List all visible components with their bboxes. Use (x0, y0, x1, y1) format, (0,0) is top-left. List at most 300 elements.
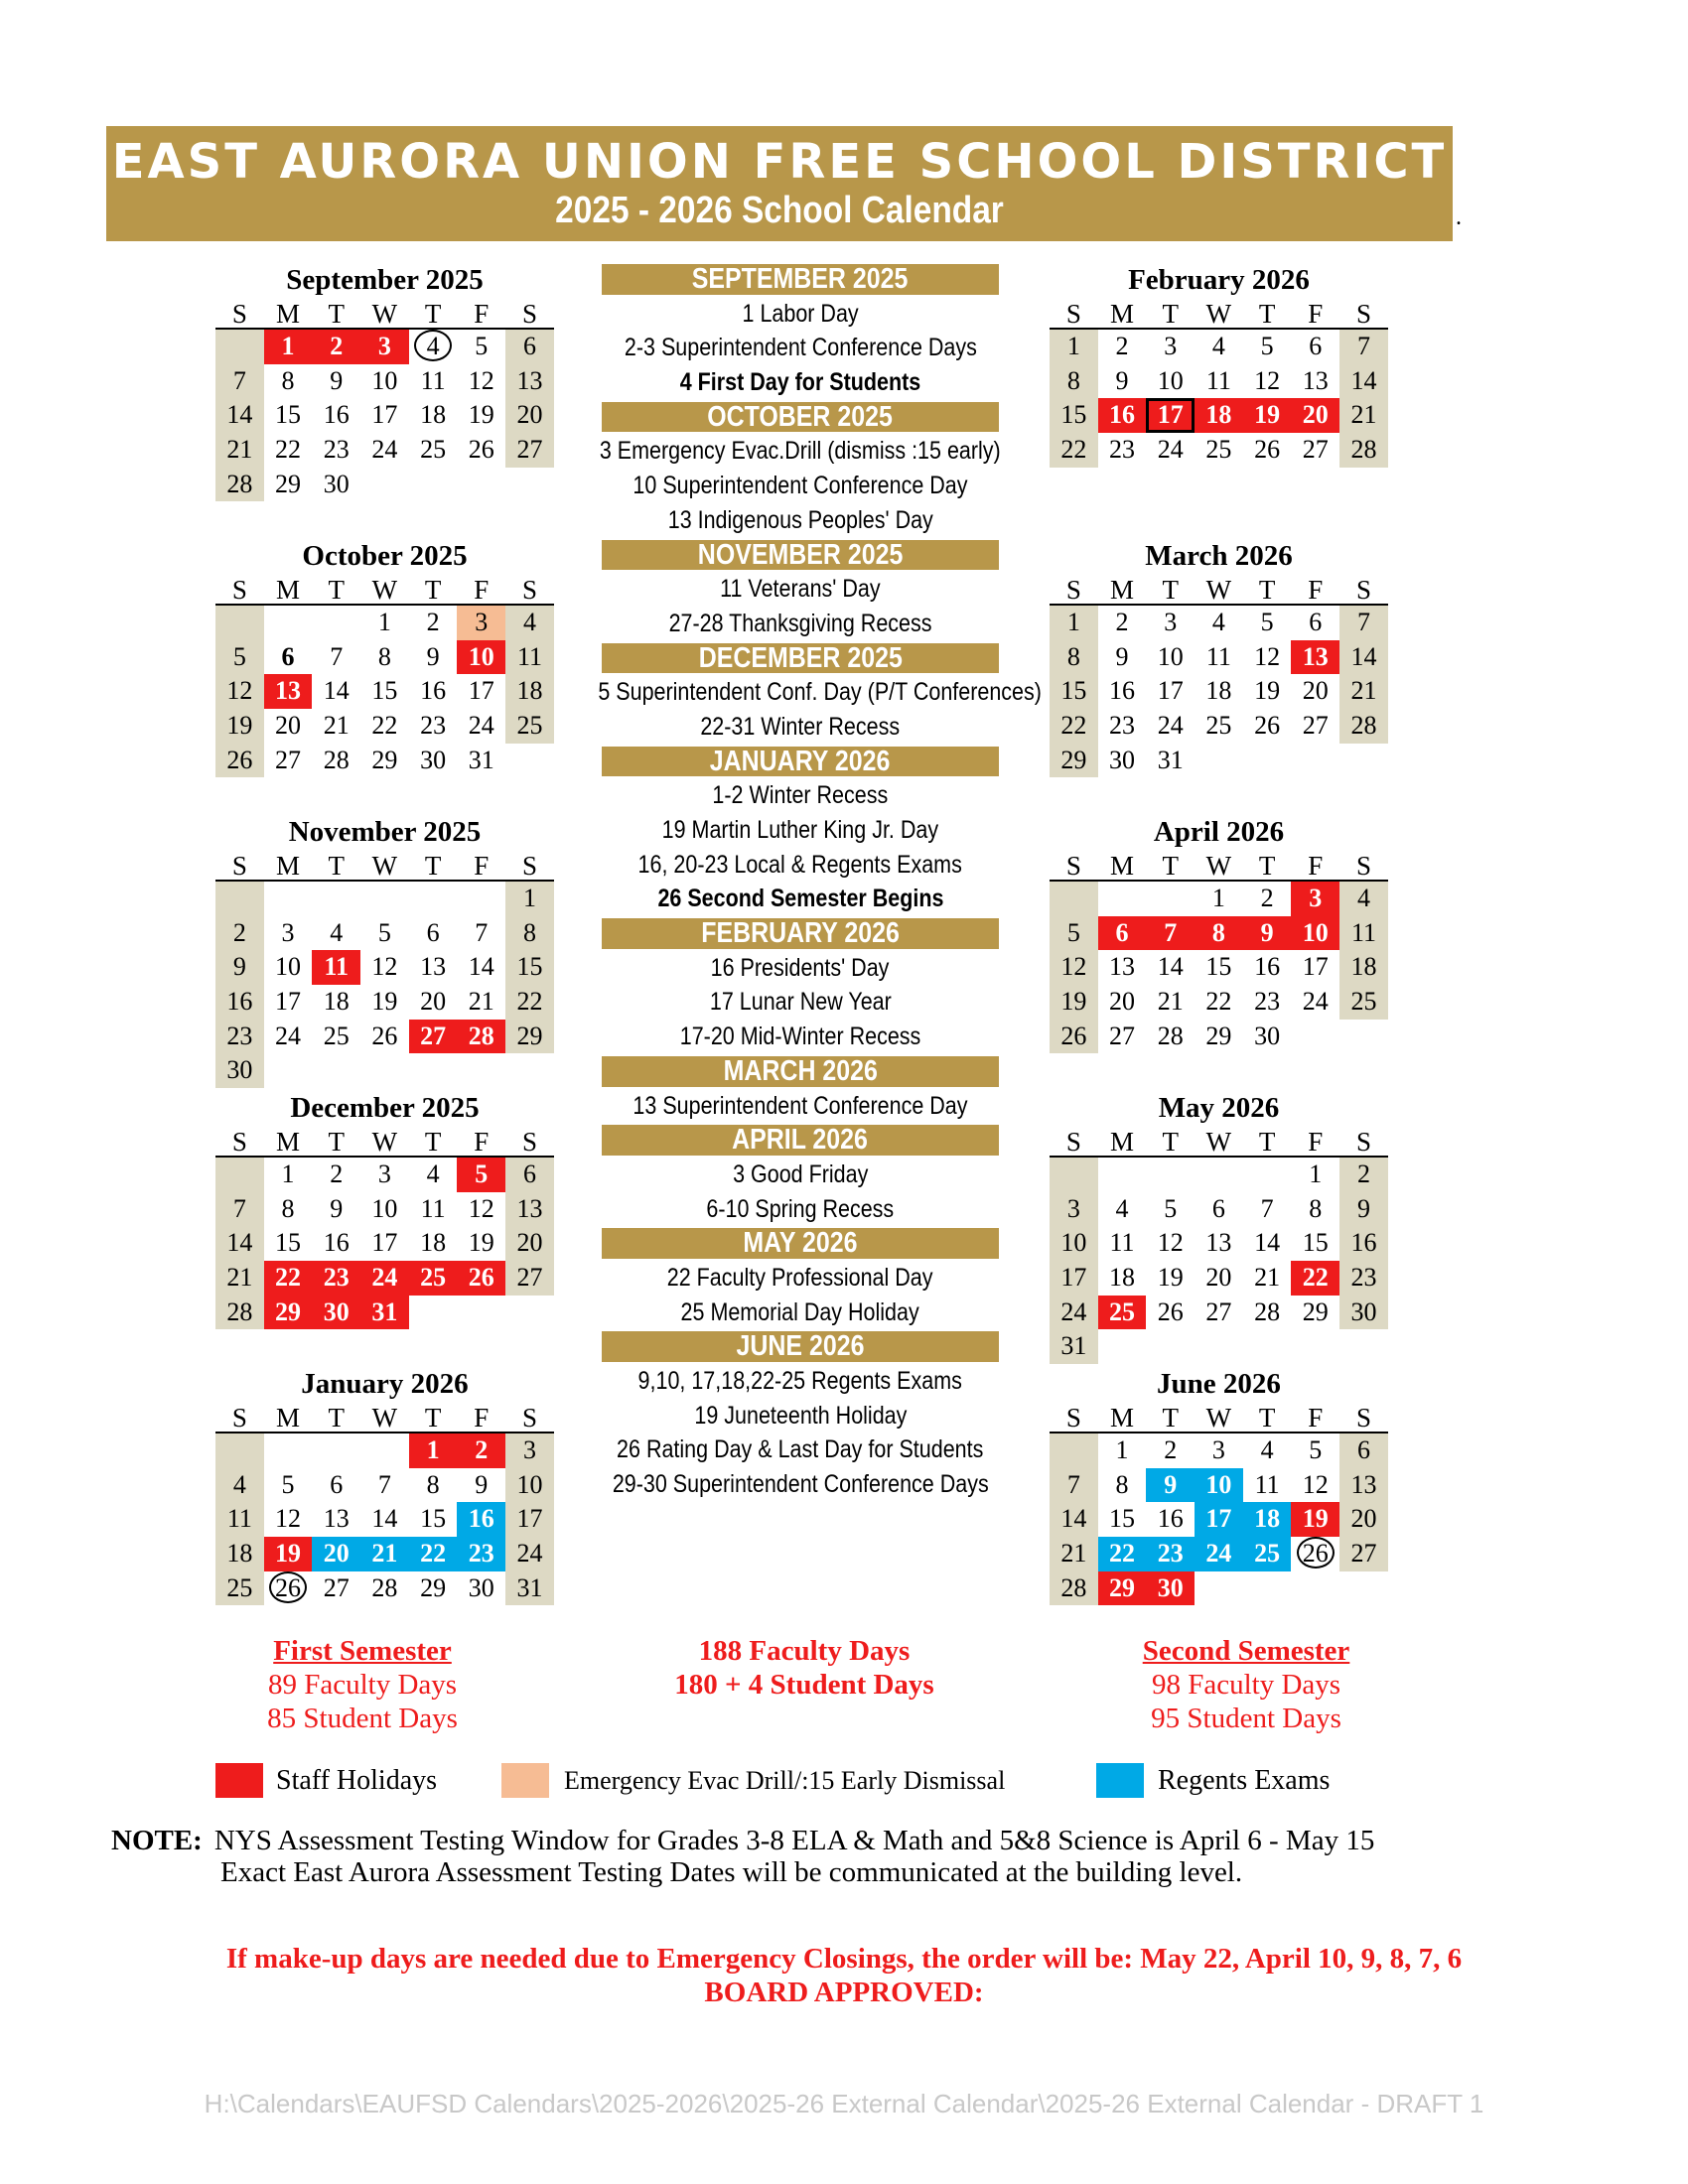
event-text: 22-31 Winter Recess (700, 712, 901, 741)
day-cell: 7 (330, 641, 344, 671)
day-cell: 22 (371, 711, 398, 741)
weekday-letter: T (1258, 1127, 1276, 1157)
day-cell: 31 (1050, 1329, 1098, 1364)
day-cell: 31 (360, 1296, 409, 1330)
day-cell: 22 (264, 1261, 313, 1296)
day-cell: 7 (1339, 330, 1388, 364)
event-item (562, 951, 1039, 986)
weekday-letter: T (1258, 575, 1276, 605)
event-text: 17 Lunar New Year (709, 988, 892, 1017)
empty-day-cell (312, 882, 360, 916)
day-cell: 25 (420, 435, 447, 465)
day-cell: 7 (1260, 1193, 1274, 1223)
weekday-header (215, 574, 554, 606)
day-cell: 26 (1254, 711, 1281, 741)
weekday-letter: S (1355, 1127, 1371, 1157)
day-cell: 9 (330, 1193, 344, 1223)
weekday-letter: T (424, 299, 442, 329)
weekday-letter: T (1162, 575, 1179, 605)
day-cell: 29 (275, 469, 302, 498)
second-semester-title: Second Semester (1142, 1635, 1350, 1667)
day-cell: 30 (420, 745, 447, 774)
empty-day-cell (312, 606, 360, 640)
day-cell: 24 (1302, 987, 1329, 1017)
day-cell: 11 (1205, 641, 1231, 671)
weekday-header (215, 298, 554, 330)
weekday-letter: T (1258, 299, 1276, 329)
day-cell: 8 (281, 1193, 295, 1223)
weekday-letter: T (424, 575, 442, 605)
day-cell: 19 (1157, 1263, 1184, 1293)
day-grid (1050, 882, 1388, 1053)
month-title: May 2026 (1158, 1092, 1280, 1124)
day-cell: 3 (1164, 608, 1178, 636)
day-cell: 21 (1339, 674, 1388, 709)
day-cell: 22 (1050, 433, 1098, 468)
event-item (562, 1364, 1039, 1399)
empty-day-cell (1050, 1433, 1098, 1468)
event-text: DECEMBER 2025 (698, 641, 903, 674)
file-path-footer: H:\Calendars\EAUFSD Calendars\2025-2026\2025-26 External Calendar\2025-26 External Calendar - DRAFT 1 (204, 2089, 1484, 2118)
day-cell: 14 (1157, 952, 1184, 982)
day-cell: 25 (1098, 1296, 1147, 1330)
event-text: 29-30 Superintendent Conference Days (612, 1470, 989, 1499)
day-cell: 19 (1254, 676, 1281, 706)
day-cell: 15 (275, 1228, 302, 1258)
day-cell: 4 (1211, 608, 1225, 636)
event-text: 2-3 Superintendent Conference Days (624, 334, 977, 362)
day-cell: 28 (457, 1020, 505, 1054)
day-cell: 14 (323, 676, 350, 706)
weekday-letter: T (1162, 299, 1179, 329)
day-cell: 15 (1050, 398, 1098, 433)
weekday-letter: S (1065, 299, 1081, 329)
event-text: JANUARY 2026 (710, 745, 891, 777)
day-grid (215, 1158, 554, 1329)
weekday-letter: M (276, 851, 301, 881)
event-text: NOVEMBER 2025 (697, 538, 904, 571)
day-cell: 5 (1309, 1435, 1323, 1464)
day-cell: 20 (1291, 398, 1339, 433)
calendar-subtitle: 2025 - 2026 School Calendar (555, 190, 1004, 231)
weekday-letter: S (1355, 1403, 1371, 1433)
day-grid (1050, 330, 1388, 468)
event-text: 27-28 Thanksgiving Recess (668, 609, 932, 637)
weekday-letter: W (371, 1127, 398, 1157)
event-item (562, 985, 1039, 1020)
month-title: October 2025 (302, 540, 468, 572)
day-cell: 11 (215, 1502, 264, 1537)
day-cell: 7 (1339, 606, 1388, 640)
event-text: 16 Presidents' Day (711, 953, 890, 982)
empty-day-cell (215, 330, 264, 364)
day-cell: 24 (360, 1261, 409, 1296)
weekday-letter: M (276, 1403, 301, 1433)
day-grid (1050, 1433, 1388, 1605)
day-cell: 25 (1205, 711, 1232, 741)
day-cell: 9 (1243, 916, 1292, 951)
board-approved: BOARD APPROVED: (704, 1977, 984, 2008)
day-cell: 14 (215, 1226, 264, 1261)
day-cell: 28 (215, 468, 264, 502)
day-cell: 4 (426, 1160, 440, 1188)
event-month-header (602, 540, 999, 571)
weekday-letter: M (1110, 851, 1135, 881)
weekday-letter: S (1355, 575, 1371, 605)
day-cell: 13 (323, 1504, 350, 1534)
day-cell: 31 (468, 745, 494, 774)
empty-day-cell (312, 1433, 360, 1468)
event-text: MAY 2026 (743, 1227, 858, 1260)
day-cell: 21 (215, 1261, 264, 1296)
day-cell: 3 (457, 606, 505, 640)
event-item (562, 1261, 1039, 1296)
month-calendar (1050, 1090, 1388, 1364)
day-cell: 3 (360, 330, 409, 364)
day-cell: 21 (360, 1537, 409, 1571)
day-cell: 24 (1195, 1537, 1243, 1571)
day-cell: 24 (468, 711, 494, 741)
month-title: April 2026 (1153, 816, 1285, 848)
day-cell: 1 (505, 882, 554, 916)
day-cell: 12 (1254, 641, 1281, 671)
event-month-header (602, 747, 999, 777)
event-item (562, 675, 1042, 710)
day-cell: 9 (1115, 365, 1129, 395)
day-cell: 26 (457, 1261, 505, 1296)
event-text: 3 Emergency Evac.Drill (dismiss :15 early) (600, 437, 1001, 466)
day-cell: 8 (1115, 1469, 1129, 1499)
weekday-letter: S (231, 299, 247, 329)
day-cell: 10 (457, 640, 505, 675)
weekday-letter: T (1258, 1403, 1276, 1433)
event-text: 10 Superintendent Conference Day (633, 472, 968, 500)
day-cell: 1 (377, 608, 391, 636)
day-cell: 6 (1309, 608, 1323, 636)
day-cell: 16 (1109, 676, 1136, 706)
day-cell: 16 (457, 1502, 505, 1537)
day-cell: 5 (281, 1469, 295, 1499)
day-cell: 30 (323, 469, 350, 498)
month-calendar (215, 1090, 554, 1329)
day-cell: 15 (505, 950, 554, 985)
empty-day-cell (1098, 882, 1147, 916)
day-cell: 8 (1050, 364, 1098, 399)
stray-dot: . (1456, 205, 1462, 230)
event-text: 19 Martin Luther King Jr. Day (661, 816, 939, 844)
day-cell: 9 (330, 365, 344, 395)
event-item (562, 813, 1039, 848)
day-cell: 26 (468, 435, 494, 465)
day-cell: 11 (312, 950, 360, 985)
event-item (562, 1020, 1039, 1054)
district-banner (106, 126, 1453, 241)
day-cell: 11 (505, 640, 554, 675)
day-cell: 6 (281, 641, 295, 671)
event-text: 26 Rating Day & Last Day for Students (617, 1435, 984, 1464)
event-item (562, 331, 1039, 365)
weekday-letter: S (231, 1403, 247, 1433)
day-cell: 22 (275, 435, 302, 465)
day-cell: 25 (1243, 1537, 1292, 1571)
day-cell: 16 (323, 400, 350, 430)
day-cell: 20 (505, 1226, 554, 1261)
first-semester-title: First Semester (273, 1635, 452, 1667)
day-cell: 27 (1302, 435, 1329, 465)
day-cell: 4 (505, 606, 554, 640)
day-cell: 20 (1339, 1502, 1388, 1537)
event-text: JUNE 2026 (736, 1330, 865, 1363)
event-item (562, 882, 1039, 916)
note-text-2: Exact East Aurora Assessment Testing Dates will be communicated at the building level. (220, 1856, 1243, 1888)
weekday-letter: T (328, 1403, 345, 1433)
empty-day-cell (1195, 1158, 1243, 1192)
event-text: 22 Faculty Professional Day (667, 1263, 933, 1292)
day-cell: 15 (1205, 952, 1232, 982)
day-cell: 19 (468, 1228, 494, 1258)
day-cell: 27 (505, 1261, 554, 1296)
day-cell: 1 (1050, 606, 1098, 640)
day-cell: 25 (1339, 985, 1388, 1020)
day-cell: 29 (1098, 1571, 1147, 1606)
event-month-header (602, 402, 999, 433)
weekday-letter: M (1110, 575, 1135, 605)
day-cell: 14 (1050, 1502, 1098, 1537)
month-calendar (215, 262, 554, 501)
weekday-letter: F (474, 1403, 490, 1433)
day-cell: 30 (468, 1572, 494, 1602)
day-cell: 20 (1205, 1263, 1232, 1293)
day-cell: 31 (505, 1571, 554, 1606)
regents-label: Regents Exams (1158, 1765, 1331, 1796)
event-text: MARCH 2026 (723, 1054, 878, 1087)
day-cell: 4 (330, 917, 344, 947)
day-cell: 9 (426, 641, 440, 671)
weekday-letter: S (231, 851, 247, 881)
day-cell: 1 (264, 330, 313, 364)
day-cell: 4 (1115, 1193, 1129, 1223)
day-cell: 11 (420, 365, 446, 395)
day-cell: 27 (1109, 1021, 1136, 1050)
day-cell: 18 (420, 1228, 447, 1258)
day-cell: 17 (275, 987, 302, 1017)
day-cell: 29 (371, 745, 398, 774)
empty-day-cell (360, 882, 409, 916)
weekday-header (215, 850, 554, 882)
empty-day-cell (1050, 1158, 1098, 1192)
day-cell: 15 (1302, 1228, 1329, 1258)
day-cell: 29 (264, 1296, 313, 1330)
day-cell: 28 (371, 1572, 398, 1602)
day-cell: 12 (215, 674, 264, 709)
event-item (562, 365, 1039, 400)
day-cell: 18 (1243, 1502, 1292, 1537)
day-cell: 30 (215, 1053, 264, 1088)
day-cell: 12 (468, 1193, 494, 1223)
event-text: 3 Good Friday (732, 1160, 869, 1188)
day-cell: 29 (420, 1572, 447, 1602)
weekday-letter: F (474, 851, 490, 881)
day-cell: 10 (371, 365, 398, 395)
weekday-letter: S (521, 299, 537, 329)
day-cell: 19 (1243, 398, 1292, 433)
day-cell: 16 (215, 985, 264, 1020)
day-cell: 30 (1109, 745, 1136, 774)
weekday-letter: T (328, 575, 345, 605)
day-cell: 13 (1302, 365, 1329, 395)
empty-day-cell (215, 1433, 264, 1468)
day-cell: 12 (275, 1504, 302, 1534)
day-cell: 15 (1050, 674, 1098, 709)
day-cell: 18 (323, 987, 350, 1017)
note-line-1 (111, 1825, 1374, 1856)
day-cell: 13 (505, 364, 554, 399)
day-cell: 12 (1302, 1469, 1329, 1499)
month-calendar (1050, 1366, 1388, 1605)
day-cell: 3 (281, 917, 295, 947)
day-cell: 19 (215, 709, 264, 744)
day-cell: 12 (1157, 1228, 1184, 1258)
day-cell: 9 (475, 1469, 489, 1499)
day-cell: 16 (1339, 1226, 1388, 1261)
weekday-letter: S (1355, 851, 1371, 881)
weekday-letter: F (1308, 1127, 1324, 1157)
day-cell: 5 (1164, 1193, 1178, 1223)
day-cell: 2 (1115, 608, 1129, 636)
event-text: 4 First Day for Students (679, 368, 921, 397)
day-cell: 1 (409, 1433, 458, 1468)
empty-day-cell (360, 1433, 409, 1468)
day-cell: 22 (505, 985, 554, 1020)
day-cell: 18 (215, 1537, 264, 1571)
day-cell: 18 (1205, 676, 1232, 706)
day-cell: 26 (1157, 1297, 1184, 1326)
day-cell: 12 (468, 365, 494, 395)
makeup-days-line: If make-up days are needed due to Emergency Closings, the order will be: May 22, April 10, 9, 8, 7, 6 (225, 1943, 1463, 1975)
day-cell: 9 (1146, 1468, 1195, 1503)
weekday-letter: M (1110, 299, 1135, 329)
day-cell: 2 (1164, 1435, 1178, 1464)
day-cell: 2 (330, 1160, 344, 1188)
weekday-header (1050, 1402, 1388, 1433)
empty-day-cell (215, 882, 264, 916)
day-cell: 21 (215, 433, 264, 468)
day-cell: 23 (420, 711, 447, 741)
weekday-letter: F (1308, 575, 1324, 605)
day-cell: 21 (1254, 1263, 1281, 1293)
day-cell: 17 (468, 676, 494, 706)
event-text: SEPTEMBER 2025 (692, 263, 909, 295)
day-cell: 17 (1195, 1502, 1243, 1537)
second-semester-student: 95 Student Days (1151, 1703, 1341, 1734)
day-cell: 5 (1260, 608, 1274, 636)
second-semester-summary (1082, 1634, 1410, 1735)
day-cell: 23 (457, 1537, 505, 1571)
day-cell: 26 (1050, 1020, 1098, 1054)
weekday-letter: T (328, 299, 345, 329)
day-cell: 10 (1157, 641, 1184, 671)
weekday-letter: F (474, 299, 490, 329)
day-cell: 25 (409, 1261, 458, 1296)
weekday-letter: F (1308, 299, 1324, 329)
day-cell: 10 (505, 1468, 554, 1503)
day-cell: 13 (1109, 952, 1136, 982)
day-cell: 6 (505, 1158, 554, 1192)
day-cell: 29 (1302, 1297, 1329, 1326)
day-cell: 17 (1302, 952, 1329, 982)
event-text: OCTOBER 2025 (707, 400, 894, 433)
event-text: FEBRUARY 2026 (701, 917, 900, 950)
day-cell: 4 (215, 1468, 264, 1503)
empty-day-cell (457, 882, 505, 916)
day-cell: 9 (215, 950, 264, 985)
weekday-letter: M (276, 575, 301, 605)
event-item (562, 434, 1039, 469)
weekday-letter: S (231, 1127, 247, 1157)
event-month-header (602, 1228, 999, 1259)
day-cell: 19 (371, 987, 398, 1017)
day-cell: 2 (1260, 884, 1274, 912)
event-month-header (602, 264, 999, 295)
day-cell: 5 (1050, 916, 1098, 951)
day-cell: 26 (1254, 435, 1281, 465)
month-title: June 2026 (1157, 1368, 1281, 1400)
day-cell: 7 (1146, 916, 1195, 951)
day-cell: 10 (1195, 1468, 1243, 1503)
day-cell: 17 (371, 400, 398, 430)
weekday-letter: T (328, 1127, 345, 1157)
empty-day-cell (1146, 1158, 1195, 1192)
event-text: 1 Labor Day (742, 299, 859, 328)
day-cell: 17 (1146, 398, 1195, 433)
day-cell: 4 (1260, 1435, 1274, 1464)
day-cell: 17 (1157, 676, 1184, 706)
day-cell: 24 (1157, 435, 1184, 465)
day-cell: 6 (330, 1469, 344, 1499)
day-cell: 28 (1339, 433, 1388, 468)
first-semester-student: 85 Student Days (267, 1703, 458, 1734)
day-cell: 24 (275, 1021, 302, 1050)
day-cell: 25 (505, 709, 554, 744)
event-text: 17-20 Mid-Winter Recess (679, 1023, 921, 1051)
day-cell: 21 (468, 987, 494, 1017)
day-grid (215, 1433, 554, 1605)
weekday-header (1050, 1126, 1388, 1158)
day-cell: 5 (457, 1158, 505, 1192)
empty-day-cell (1243, 1158, 1292, 1192)
event-month-header (602, 1331, 999, 1362)
day-cell: 18 (420, 400, 447, 430)
day-cell: 6 (1211, 1193, 1225, 1223)
day-cell: 28 (1254, 1297, 1281, 1326)
day-cell: 4 (1211, 332, 1225, 360)
day-cell: 10 (275, 952, 302, 982)
weekday-letter: T (328, 851, 345, 881)
weekday-letter: W (1205, 1403, 1232, 1433)
day-cell: 24 (1157, 711, 1184, 741)
event-text: 25 Memorial Day Holiday (680, 1297, 920, 1326)
day-cell: 22 (1291, 1261, 1339, 1296)
day-cell: 11 (1205, 365, 1231, 395)
weekday-letter: M (1110, 1403, 1135, 1433)
day-cell: 2 (426, 608, 440, 636)
day-grid (1050, 606, 1388, 777)
day-cell: 3 (377, 1160, 391, 1188)
day-cell: 13 (420, 952, 447, 982)
month-calendar (1050, 814, 1388, 1053)
weekday-letter: W (1205, 1127, 1232, 1157)
event-text: 16, 20-23 Local & Regents Exams (637, 850, 963, 879)
